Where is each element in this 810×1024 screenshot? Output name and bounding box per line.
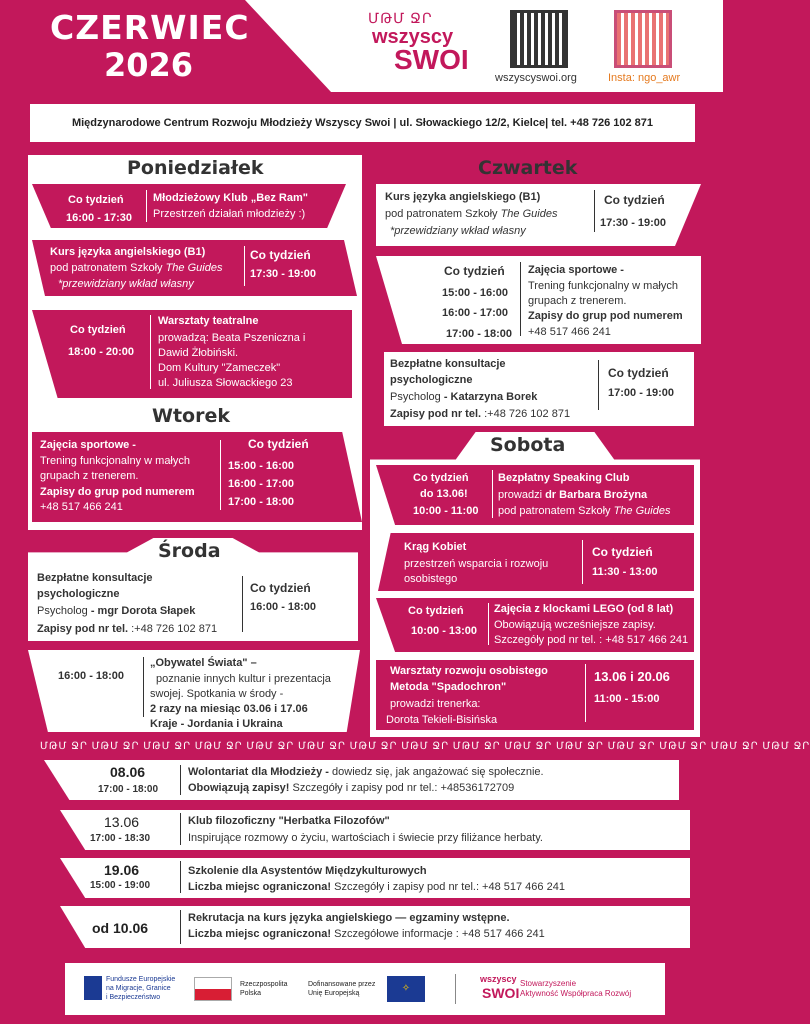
event-line: 2 razy na miesiąc 03.06 i 17.06 — [150, 703, 308, 715]
date-label: do 13.06! — [420, 488, 468, 500]
event-patron: pod patronatem Szkoły The Guides — [50, 262, 223, 274]
event-line: grupach z trenerem. — [528, 295, 627, 307]
event-time: 17:00 - 18:00 — [98, 784, 159, 795]
event-title: Zajęcia z klockami LEGO (od 8 lat) — [494, 603, 674, 615]
event-title: Liczba miejsc ograniczona! — [188, 928, 332, 940]
event-desc: Przestrzeń działań młodzieży :) — [153, 208, 306, 220]
footer-logo-wszyscy: wszyscy — [480, 974, 517, 984]
rp-text: Rzeczpospolita Polska — [240, 981, 288, 997]
freq-label: Co tydzień — [408, 605, 464, 617]
event-title: Metoda "Spadochron" — [390, 681, 507, 693]
instagram-qr-icon[interactable] — [614, 10, 672, 68]
event-line: prowadzi dr Barbara Brożyna — [498, 489, 648, 501]
event-line: Trening funkcjonalny w małych — [40, 455, 190, 467]
time-label: 16:00 - 17:00 — [442, 307, 509, 319]
event-title: Zajęcia sportowe - — [528, 264, 624, 276]
event-line: Szczegółowe informacje : +48 517 466 241 — [331, 928, 545, 940]
event-line: Zapisy do grup pod numerem — [40, 486, 195, 498]
thursday-heading: Czwartek — [478, 157, 578, 179]
website-link[interactable]: wszyscyswoi.org — [495, 72, 577, 84]
time-label: 16:00 - 18:00 — [58, 670, 125, 682]
event-line: osobistego — [404, 573, 458, 585]
event-line: ul. Juliusza Słowackiego 23 — [158, 377, 293, 389]
time-label: 15:00 - 16:00 — [442, 287, 509, 299]
event-patron: pod patronatem Szkoły The Guides — [385, 208, 558, 220]
event-date: 19.06 — [104, 862, 140, 878]
fund-text: Fundusze Europejskie na Migracje, Granice i Bezpieczeństwo — [106, 976, 176, 1001]
phone-line: Zapisy pod nr tel. :+48 726 102 871 — [37, 623, 218, 635]
freq-label: Co tydzień — [413, 472, 469, 484]
event-date: od 10.06 — [92, 920, 149, 936]
psychologist: Psycholog - Katarzyna Borek — [390, 391, 538, 403]
footer-logo-swoi: SWOI — [482, 985, 520, 1001]
freq-label: Co tydzień — [248, 437, 309, 451]
event-line: Inspirujące rozmowy o życiu, wartościach i świecie przy filiżance herbaty. — [188, 832, 543, 844]
event-title: Warsztaty rozwoju osobistego — [390, 665, 548, 677]
event-title: Bezpłatne konsultacje — [37, 572, 153, 584]
freq-label: Co tydzień — [444, 264, 505, 278]
time-label: 11:00 - 15:00 — [594, 693, 660, 705]
event-line: grupach z trenerem. — [40, 470, 139, 482]
time-label: 11:30 - 13:00 — [592, 566, 658, 578]
time-label: 17:00 - 18:00 — [228, 496, 295, 508]
tuesday-heading: Wtorek — [152, 405, 230, 427]
time-label: 17:00 - 18:00 — [446, 328, 513, 340]
event-line: prowadzą: Beata Pszeniczna i — [158, 332, 306, 344]
event-line: swojej. Spotkania w środy - — [150, 688, 284, 700]
freq-label: Co tydzień — [250, 248, 311, 262]
event-title: Krąg Kobiet — [404, 541, 467, 553]
event-line: Kraje - Jordania i Ukraina — [150, 718, 283, 730]
event-line: Dom Kultury "Zameczek" — [158, 362, 281, 374]
event-title: psychologiczne — [390, 374, 473, 386]
event-line: poznanie innych kultur i prezentacja — [156, 673, 331, 685]
event-line: Zapisy do grup pod numerem — [528, 310, 683, 322]
event-title: psychologiczne — [37, 588, 120, 600]
event-title: Kurs języka angielskiego (B1) — [50, 246, 206, 258]
qr-code-icon[interactable] — [510, 10, 568, 68]
event-title: Warsztaty teatralne — [158, 315, 259, 327]
freq-label: Co tydzień — [68, 194, 124, 206]
time-label: 10:00 - 11:00 — [413, 505, 479, 517]
time-label: 16:00 - 17:30 — [66, 212, 133, 224]
year-title: 2026 — [104, 46, 194, 84]
event-note: *przewidziany wkład własny — [58, 278, 194, 290]
time-label: 16:00 - 18:00 — [250, 601, 317, 613]
freq-label: Co tydzień — [608, 366, 669, 380]
event-line: Szczegóły pod nr tel. : +48 517 466 241 — [494, 634, 689, 646]
freq-label: Co tydzień — [592, 545, 653, 559]
event-time: 15:00 - 19:00 — [90, 880, 151, 891]
month-title: CZERWIEC — [50, 8, 250, 47]
event-title: Młodzieżowy Klub „Bez Ram" — [153, 192, 308, 204]
event-note: *przewidziany wkład własny — [390, 225, 526, 237]
time-label: 10:00 - 13:00 — [411, 625, 478, 637]
event-date: 13.06 — [104, 814, 140, 830]
event-line: pod patronatem Szkoły The Guides — [498, 505, 671, 517]
time-label: 18:00 - 20:00 — [68, 346, 135, 358]
monday-heading: Poniedziałek — [127, 157, 264, 179]
instagram-handle[interactable]: Insta: ngo_awr — [608, 72, 681, 84]
wednesday-heading: Środa — [158, 540, 221, 562]
phone-line: Zapisy pod nr tel. :+48 726 102 871 — [390, 408, 571, 420]
awr-text: Stowarzyszenie Aktywność Współpraca Rozwój — [520, 979, 632, 998]
address-bar: Międzynarodowe Centrum Rozwoju Młodzieży Wszyscy Swoi | ul. Słowackiego 12/2, Kielce| tel. +48 726 102 871 — [30, 104, 695, 142]
fund-flag-icon — [84, 976, 102, 1000]
eu-text: Dofinansowane przez Unię Europejską — [308, 981, 376, 997]
event-line: Szczegóły i zapisy pod nr tel.: +48536172709 — [289, 782, 515, 794]
poland-flag-icon — [194, 977, 232, 1001]
event-line: dowiedz się, jak angażować się społecznie. — [332, 766, 544, 778]
time-label: 17:30 - 19:00 — [600, 217, 667, 229]
date-label: 13.06 i 20.06 — [594, 669, 670, 684]
event-time: 17:00 - 18:30 — [90, 833, 151, 844]
time-label: 16:00 - 17:00 — [228, 478, 295, 490]
freq-label: Co tydzień — [250, 581, 311, 595]
time-label: 15:00 - 16:00 — [228, 460, 295, 472]
event-line: Dawid Żłobiński. — [158, 347, 239, 359]
event-date: 08.06 — [110, 764, 146, 780]
freq-label: Co tydzień — [70, 324, 126, 336]
event-title: „Obywatel Świata" – — [150, 657, 257, 669]
event-title: Rekrutacja na kurs języka angielskiego — egzaminy wstępne. — [188, 912, 510, 924]
saturday-heading: Sobota — [490, 434, 566, 456]
event-title: Kurs języka angielskiego (B1) — [385, 191, 541, 203]
freq-label: Co tydzień — [604, 193, 665, 207]
event-title: Zajęcia sportowe - — [40, 439, 136, 451]
event-title: Bezpłatny Speaking Club — [498, 472, 630, 484]
event-line: +48 517 466 241 — [528, 326, 611, 338]
event-title: Obowiązują zapisy! — [188, 782, 290, 794]
eu-flag-icon: ✧ — [387, 976, 425, 1002]
time-label: 17:00 - 19:00 — [608, 387, 675, 399]
event-title: Bezpłatne konsultacje — [390, 358, 506, 370]
logo-wszyscy: wszyscy — [372, 26, 454, 48]
event-title: Klub filozoficzny "Herbatka Filozofów" — [188, 815, 390, 827]
psychologist: Psycholog - mgr Dorota Słapek — [37, 605, 196, 617]
ornament-divider: ՄԹՄ ՋՐ ՄԹՄ ՋՐ ՄԹՄ ՋՐ ՄԹՄ ՋՐ ՄԹՄ ՋՐ ՄԹՄ ՋՐ ՄԹՄ ՋՐ ՄԹՄ ՋՐ ՄԹՄ ՋՐ ՄԹՄ ՋՐ ՄԹՄ ՋՐ ՄԹՄ ՋՐ ՄԹՄ ՋՐ ՄԹՄ ՋՐ ՄԹՄ ՋՐ — [40, 741, 810, 752]
logo-ornament: ՄԹՄ ՋՐ — [368, 10, 433, 26]
event-line: +48 517 466 241 — [40, 501, 123, 513]
event-title: Szkolenie dla Asystentów Międzykulturowych — [188, 865, 427, 877]
event-title: Liczba miejsc ograniczona! — [188, 881, 332, 893]
event-line: prowadzi trenerka: — [390, 698, 481, 710]
event-line: przestrzeń wsparcia i rozwoju — [404, 558, 549, 570]
event-line: Szczegóły i zapisy pod nr tel.: +48 517 466 241 — [331, 881, 565, 893]
event-line: Dorota Tekieli-Bisińska — [386, 714, 498, 726]
logo-swoi: SWOI — [394, 44, 469, 75]
time-label: 17:30 - 19:00 — [250, 268, 317, 280]
event-line: Trening funkcjonalny w małych — [528, 280, 678, 292]
event-line: Obowiązują wcześniejsze zapisy. — [494, 619, 656, 631]
event-title: Wolontariat dla Młodzieży - — [188, 766, 333, 778]
